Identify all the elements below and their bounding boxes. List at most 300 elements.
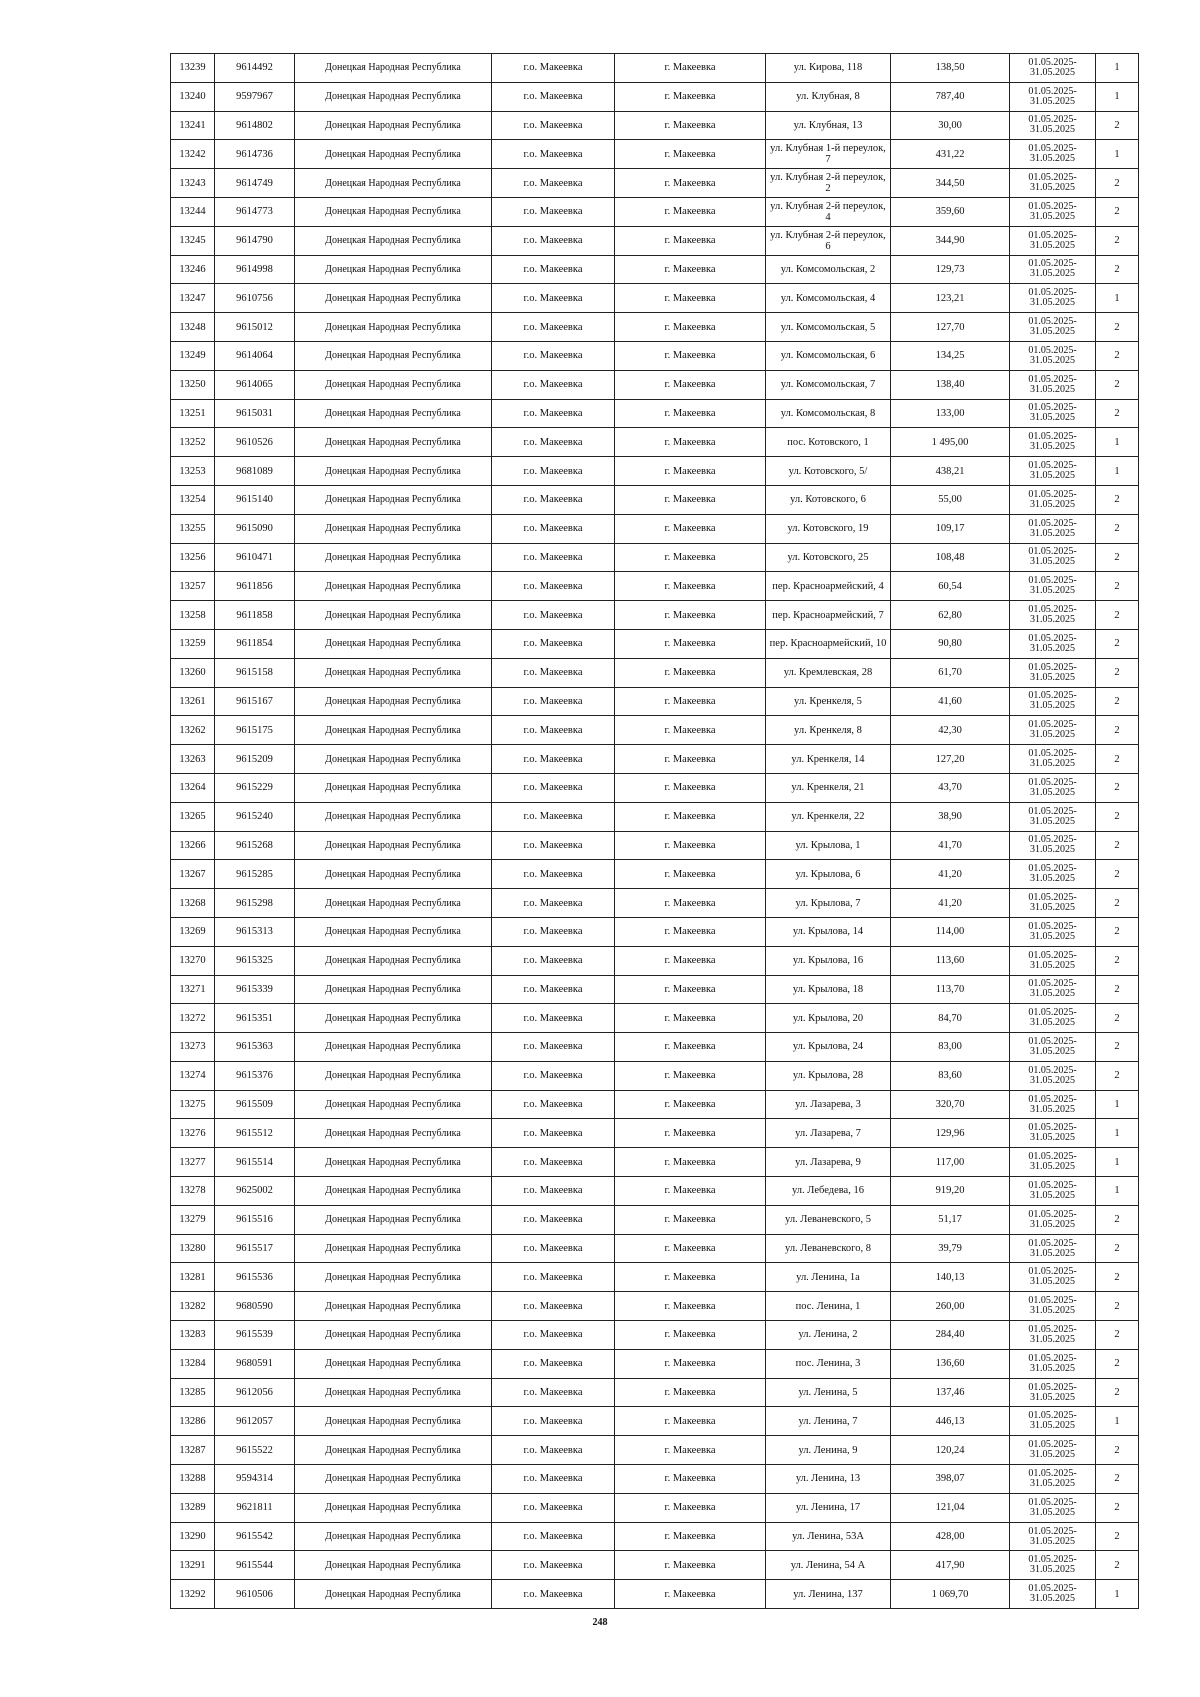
address-cell: ул. Клубная 2-й переулок, 6 bbox=[766, 226, 891, 255]
row-number-cell: 13270 bbox=[171, 946, 215, 975]
area-cell: 90,80 bbox=[891, 629, 1010, 658]
object-id-cell: 9615351 bbox=[215, 1004, 295, 1033]
table-row bbox=[171, 975, 1139, 1004]
city-cell: г. Макеевка bbox=[615, 111, 766, 140]
address-cell: ул. Крылова, 7 bbox=[766, 889, 891, 918]
category-cell: 1 bbox=[1096, 140, 1139, 169]
period-cell: 01.05.2025-31.05.2025 bbox=[1010, 169, 1096, 198]
region-cell: Донецкая Народная Республика bbox=[295, 54, 492, 83]
row-number-cell: 13256 bbox=[171, 543, 215, 572]
area-cell: 428,00 bbox=[891, 1522, 1010, 1551]
region-cell: Донецкая Народная Республика bbox=[295, 370, 492, 399]
period-cell: 01.05.2025-31.05.2025 bbox=[1010, 1205, 1096, 1234]
table-row bbox=[171, 601, 1139, 630]
area-cell: 83,00 bbox=[891, 1033, 1010, 1062]
city-cell: г. Макеевка bbox=[615, 860, 766, 889]
category-cell: 2 bbox=[1096, 773, 1139, 802]
address-cell: ул. Клубная 2-й переулок, 2 bbox=[766, 169, 891, 198]
object-id-cell: 9610471 bbox=[215, 543, 295, 572]
address-cell: ул. Кренкеля, 5 bbox=[766, 687, 891, 716]
row-number-cell: 13255 bbox=[171, 514, 215, 543]
category-cell: 2 bbox=[1096, 1205, 1139, 1234]
area-cell: 51,17 bbox=[891, 1205, 1010, 1234]
district-cell: г.о. Макеевка bbox=[492, 370, 615, 399]
area-cell: 39,79 bbox=[891, 1234, 1010, 1263]
table-row bbox=[171, 457, 1139, 486]
table-row bbox=[171, 197, 1139, 226]
district-cell: г.о. Макеевка bbox=[492, 1234, 615, 1263]
district-cell: г.о. Макеевка bbox=[492, 1292, 615, 1321]
period-cell: 01.05.2025-31.05.2025 bbox=[1010, 889, 1096, 918]
district-cell: г.о. Макеевка bbox=[492, 255, 615, 284]
city-cell: г. Макеевка bbox=[615, 457, 766, 486]
period-cell: 01.05.2025-31.05.2025 bbox=[1010, 860, 1096, 889]
city-cell: г. Макеевка bbox=[615, 514, 766, 543]
region-cell: Донецкая Народная Республика bbox=[295, 1205, 492, 1234]
table-row bbox=[171, 1205, 1139, 1234]
category-cell: 2 bbox=[1096, 1234, 1139, 1263]
city-cell: г. Макеевка bbox=[615, 1349, 766, 1378]
row-number-cell: 13278 bbox=[171, 1177, 215, 1206]
table-row bbox=[171, 1090, 1139, 1119]
address-cell: пер. Красноармейский, 7 bbox=[766, 601, 891, 630]
row-number-cell: 13269 bbox=[171, 917, 215, 946]
register-table bbox=[170, 53, 1139, 1609]
row-number-cell: 13284 bbox=[171, 1349, 215, 1378]
object-id-cell: 9615031 bbox=[215, 399, 295, 428]
category-cell: 2 bbox=[1096, 860, 1139, 889]
region-cell: Донецкая Народная Республика bbox=[295, 975, 492, 1004]
period-cell: 01.05.2025-31.05.2025 bbox=[1010, 1004, 1096, 1033]
district-cell: г.о. Макеевка bbox=[492, 313, 615, 342]
period-cell: 01.05.2025-31.05.2025 bbox=[1010, 1263, 1096, 1292]
table-row bbox=[171, 1580, 1139, 1609]
district-cell: г.о. Макеевка bbox=[492, 111, 615, 140]
district-cell: г.о. Макеевка bbox=[492, 1349, 615, 1378]
region-cell: Донецкая Народная Республика bbox=[295, 1349, 492, 1378]
area-cell: 127,70 bbox=[891, 313, 1010, 342]
object-id-cell: 9615158 bbox=[215, 658, 295, 687]
region-cell: Донецкая Народная Республика bbox=[295, 1119, 492, 1148]
row-number-cell: 13239 bbox=[171, 54, 215, 83]
table-row bbox=[171, 1522, 1139, 1551]
object-id-cell: 9614064 bbox=[215, 341, 295, 370]
region-cell: Донецкая Народная Республика bbox=[295, 658, 492, 687]
object-id-cell: 9612056 bbox=[215, 1378, 295, 1407]
period-cell: 01.05.2025-31.05.2025 bbox=[1010, 399, 1096, 428]
address-cell: ул. Крылова, 20 bbox=[766, 1004, 891, 1033]
table-row bbox=[171, 946, 1139, 975]
period-cell: 01.05.2025-31.05.2025 bbox=[1010, 802, 1096, 831]
object-id-cell: 9615298 bbox=[215, 889, 295, 918]
address-cell: пер. Красноармейский, 10 bbox=[766, 629, 891, 658]
city-cell: г. Макеевка bbox=[615, 658, 766, 687]
object-id-cell: 9614773 bbox=[215, 197, 295, 226]
object-id-cell: 9611856 bbox=[215, 572, 295, 601]
area-cell: 344,90 bbox=[891, 226, 1010, 255]
period-cell: 01.05.2025-31.05.2025 bbox=[1010, 917, 1096, 946]
region-cell: Донецкая Народная Республика bbox=[295, 572, 492, 601]
category-cell: 2 bbox=[1096, 629, 1139, 658]
region-cell: Донецкая Народная Республика bbox=[295, 1234, 492, 1263]
city-cell: г. Макеевка bbox=[615, 1465, 766, 1494]
row-number-cell: 13292 bbox=[171, 1580, 215, 1609]
category-cell: 2 bbox=[1096, 975, 1139, 1004]
city-cell: г. Макеевка bbox=[615, 1493, 766, 1522]
object-id-cell: 9680591 bbox=[215, 1349, 295, 1378]
table-row bbox=[171, 1407, 1139, 1436]
period-cell: 01.05.2025-31.05.2025 bbox=[1010, 1580, 1096, 1609]
object-id-cell: 9614736 bbox=[215, 140, 295, 169]
period-cell: 01.05.2025-31.05.2025 bbox=[1010, 82, 1096, 111]
row-number-cell: 13289 bbox=[171, 1493, 215, 1522]
region-cell: Донецкая Народная Республика bbox=[295, 1321, 492, 1350]
object-id-cell: 9615363 bbox=[215, 1033, 295, 1062]
category-cell: 1 bbox=[1096, 1177, 1139, 1206]
period-cell: 01.05.2025-31.05.2025 bbox=[1010, 1436, 1096, 1465]
region-cell: Донецкая Народная Республика bbox=[295, 399, 492, 428]
row-number-cell: 13241 bbox=[171, 111, 215, 140]
city-cell: г. Макеевка bbox=[615, 1148, 766, 1177]
table-row bbox=[171, 1177, 1139, 1206]
city-cell: г. Макеевка bbox=[615, 1551, 766, 1580]
category-cell: 2 bbox=[1096, 601, 1139, 630]
period-cell: 01.05.2025-31.05.2025 bbox=[1010, 658, 1096, 687]
address-cell: пос. Ленина, 3 bbox=[766, 1349, 891, 1378]
period-cell: 01.05.2025-31.05.2025 bbox=[1010, 54, 1096, 83]
region-cell: Донецкая Народная Республика bbox=[295, 428, 492, 457]
district-cell: г.о. Макеевка bbox=[492, 773, 615, 802]
table-row bbox=[171, 1349, 1139, 1378]
address-cell: ул. Комсомольская, 2 bbox=[766, 255, 891, 284]
region-cell: Донецкая Народная Республика bbox=[295, 1177, 492, 1206]
region-cell: Донецкая Народная Республика bbox=[295, 1493, 492, 1522]
period-cell: 01.05.2025-31.05.2025 bbox=[1010, 1033, 1096, 1062]
object-id-cell: 9615339 bbox=[215, 975, 295, 1004]
row-number-cell: 13253 bbox=[171, 457, 215, 486]
table-row bbox=[171, 745, 1139, 774]
area-cell: 41,20 bbox=[891, 860, 1010, 889]
district-cell: г.о. Макеевка bbox=[492, 1551, 615, 1580]
address-cell: ул. Котовского, 5/ bbox=[766, 457, 891, 486]
area-cell: 398,07 bbox=[891, 1465, 1010, 1494]
address-cell: ул. Кренкеля, 14 bbox=[766, 745, 891, 774]
address-cell: ул. Клубная, 8 bbox=[766, 82, 891, 111]
period-cell: 01.05.2025-31.05.2025 bbox=[1010, 745, 1096, 774]
city-cell: г. Макеевка bbox=[615, 1119, 766, 1148]
area-cell: 120,24 bbox=[891, 1436, 1010, 1465]
table-row bbox=[171, 860, 1139, 889]
address-cell: ул. Крылова, 1 bbox=[766, 831, 891, 860]
category-cell: 1 bbox=[1096, 1407, 1139, 1436]
category-cell: 2 bbox=[1096, 1321, 1139, 1350]
city-cell: г. Макеевка bbox=[615, 1033, 766, 1062]
city-cell: г. Макеевка bbox=[615, 1580, 766, 1609]
address-cell: ул. Леваневского, 5 bbox=[766, 1205, 891, 1234]
address-cell: ул. Ленина, 5 bbox=[766, 1378, 891, 1407]
city-cell: г. Макеевка bbox=[615, 1378, 766, 1407]
region-cell: Донецкая Народная Республика bbox=[295, 745, 492, 774]
row-number-cell: 13276 bbox=[171, 1119, 215, 1148]
district-cell: г.о. Макеевка bbox=[492, 1436, 615, 1465]
category-cell: 2 bbox=[1096, 111, 1139, 140]
region-cell: Донецкая Народная Республика bbox=[295, 917, 492, 946]
district-cell: г.о. Макеевка bbox=[492, 1321, 615, 1350]
category-cell: 1 bbox=[1096, 1580, 1139, 1609]
area-cell: 121,04 bbox=[891, 1493, 1010, 1522]
table-row bbox=[171, 140, 1139, 169]
district-cell: г.о. Макеевка bbox=[492, 1522, 615, 1551]
area-cell: 55,00 bbox=[891, 485, 1010, 514]
address-cell: ул. Кренкеля, 21 bbox=[766, 773, 891, 802]
category-cell: 2 bbox=[1096, 370, 1139, 399]
district-cell: г.о. Макеевка bbox=[492, 831, 615, 860]
row-number-cell: 13281 bbox=[171, 1263, 215, 1292]
district-cell: г.о. Макеевка bbox=[492, 1061, 615, 1090]
region-cell: Донецкая Народная Республика bbox=[295, 1465, 492, 1494]
period-cell: 01.05.2025-31.05.2025 bbox=[1010, 1119, 1096, 1148]
object-id-cell: 9615209 bbox=[215, 745, 295, 774]
object-id-cell: 9614790 bbox=[215, 226, 295, 255]
table-row bbox=[171, 54, 1139, 83]
area-cell: 136,60 bbox=[891, 1349, 1010, 1378]
object-id-cell: 9681089 bbox=[215, 457, 295, 486]
period-cell: 01.05.2025-31.05.2025 bbox=[1010, 226, 1096, 255]
district-cell: г.о. Макеевка bbox=[492, 889, 615, 918]
period-cell: 01.05.2025-31.05.2025 bbox=[1010, 601, 1096, 630]
region-cell: Донецкая Народная Республика bbox=[295, 543, 492, 572]
object-id-cell: 9615090 bbox=[215, 514, 295, 543]
object-id-cell: 9615175 bbox=[215, 716, 295, 745]
period-cell: 01.05.2025-31.05.2025 bbox=[1010, 1378, 1096, 1407]
row-number-cell: 13244 bbox=[171, 197, 215, 226]
table-row bbox=[171, 1378, 1139, 1407]
city-cell: г. Макеевка bbox=[615, 1407, 766, 1436]
city-cell: г. Макеевка bbox=[615, 802, 766, 831]
district-cell: г.о. Макеевка bbox=[492, 341, 615, 370]
object-id-cell: 9610506 bbox=[215, 1580, 295, 1609]
region-cell: Донецкая Народная Республика bbox=[295, 1551, 492, 1580]
district-cell: г.о. Макеевка bbox=[492, 169, 615, 198]
period-cell: 01.05.2025-31.05.2025 bbox=[1010, 1292, 1096, 1321]
period-cell: 01.05.2025-31.05.2025 bbox=[1010, 1522, 1096, 1551]
category-cell: 1 bbox=[1096, 428, 1139, 457]
row-number-cell: 13267 bbox=[171, 860, 215, 889]
category-cell: 2 bbox=[1096, 889, 1139, 918]
region-cell: Донецкая Народная Республика bbox=[295, 1061, 492, 1090]
category-cell: 2 bbox=[1096, 1551, 1139, 1580]
category-cell: 2 bbox=[1096, 1061, 1139, 1090]
object-id-cell: 9611854 bbox=[215, 629, 295, 658]
row-number-cell: 13247 bbox=[171, 284, 215, 313]
table-body bbox=[171, 54, 1139, 1609]
row-number-cell: 13274 bbox=[171, 1061, 215, 1090]
area-cell: 320,70 bbox=[891, 1090, 1010, 1119]
row-number-cell: 13271 bbox=[171, 975, 215, 1004]
period-cell: 01.05.2025-31.05.2025 bbox=[1010, 197, 1096, 226]
object-id-cell: 9614802 bbox=[215, 111, 295, 140]
row-number-cell: 13272 bbox=[171, 1004, 215, 1033]
city-cell: г. Макеевка bbox=[615, 745, 766, 774]
period-cell: 01.05.2025-31.05.2025 bbox=[1010, 370, 1096, 399]
table-row bbox=[171, 1148, 1139, 1177]
table-row bbox=[171, 831, 1139, 860]
region-cell: Донецкая Народная Республика bbox=[295, 1148, 492, 1177]
district-cell: г.о. Макеевка bbox=[492, 629, 615, 658]
region-cell: Донецкая Народная Республика bbox=[295, 1580, 492, 1609]
city-cell: г. Макеевка bbox=[615, 255, 766, 284]
object-id-cell: 9615512 bbox=[215, 1119, 295, 1148]
address-cell: ул. Ленина, 13 bbox=[766, 1465, 891, 1494]
city-cell: г. Макеевка bbox=[615, 946, 766, 975]
city-cell: г. Макеевка bbox=[615, 1522, 766, 1551]
district-cell: г.о. Макеевка bbox=[492, 1465, 615, 1494]
row-number-cell: 13240 bbox=[171, 82, 215, 111]
object-id-cell: 9680590 bbox=[215, 1292, 295, 1321]
object-id-cell: 9610526 bbox=[215, 428, 295, 457]
area-cell: 114,00 bbox=[891, 917, 1010, 946]
category-cell: 2 bbox=[1096, 255, 1139, 284]
category-cell: 2 bbox=[1096, 485, 1139, 514]
row-number-cell: 13286 bbox=[171, 1407, 215, 1436]
category-cell: 2 bbox=[1096, 399, 1139, 428]
period-cell: 01.05.2025-31.05.2025 bbox=[1010, 313, 1096, 342]
period-cell: 01.05.2025-31.05.2025 bbox=[1010, 716, 1096, 745]
table-row bbox=[171, 1465, 1139, 1494]
city-cell: г. Макеевка bbox=[615, 917, 766, 946]
district-cell: г.о. Макеевка bbox=[492, 1119, 615, 1148]
category-cell: 1 bbox=[1096, 284, 1139, 313]
region-cell: Донецкая Народная Республика bbox=[295, 1004, 492, 1033]
row-number-cell: 13245 bbox=[171, 226, 215, 255]
table-row bbox=[171, 629, 1139, 658]
row-number-cell: 13260 bbox=[171, 658, 215, 687]
city-cell: г. Макеевка bbox=[615, 1061, 766, 1090]
object-id-cell: 9615012 bbox=[215, 313, 295, 342]
region-cell: Донецкая Народная Республика bbox=[295, 1090, 492, 1119]
table-row bbox=[171, 341, 1139, 370]
table-row bbox=[171, 716, 1139, 745]
region-cell: Донецкая Народная Республика bbox=[295, 629, 492, 658]
object-id-cell: 9615536 bbox=[215, 1263, 295, 1292]
region-cell: Донецкая Народная Республика bbox=[295, 485, 492, 514]
region-cell: Донецкая Народная Республика bbox=[295, 601, 492, 630]
category-cell: 1 bbox=[1096, 82, 1139, 111]
address-cell: ул. Комсомольская, 4 bbox=[766, 284, 891, 313]
table-row bbox=[171, 485, 1139, 514]
table-row bbox=[171, 284, 1139, 313]
table-row bbox=[171, 917, 1139, 946]
category-cell: 2 bbox=[1096, 745, 1139, 774]
table-row bbox=[171, 1436, 1139, 1465]
row-number-cell: 13243 bbox=[171, 169, 215, 198]
period-cell: 01.05.2025-31.05.2025 bbox=[1010, 1349, 1096, 1378]
address-cell: пер. Красноармейский, 4 bbox=[766, 572, 891, 601]
district-cell: г.о. Макеевка bbox=[492, 543, 615, 572]
region-cell: Донецкая Народная Республика bbox=[295, 1263, 492, 1292]
object-id-cell: 9615522 bbox=[215, 1436, 295, 1465]
district-cell: г.о. Макеевка bbox=[492, 1004, 615, 1033]
period-cell: 01.05.2025-31.05.2025 bbox=[1010, 457, 1096, 486]
period-cell: 01.05.2025-31.05.2025 bbox=[1010, 1148, 1096, 1177]
address-cell: ул. Клубная, 13 bbox=[766, 111, 891, 140]
period-cell: 01.05.2025-31.05.2025 bbox=[1010, 1465, 1096, 1494]
period-cell: 01.05.2025-31.05.2025 bbox=[1010, 1551, 1096, 1580]
table-row bbox=[171, 773, 1139, 802]
district-cell: г.о. Макеевка bbox=[492, 485, 615, 514]
city-cell: г. Макеевка bbox=[615, 975, 766, 1004]
area-cell: 344,50 bbox=[891, 169, 1010, 198]
district-cell: г.о. Макеевка bbox=[492, 1407, 615, 1436]
row-number-cell: 13291 bbox=[171, 1551, 215, 1580]
category-cell: 2 bbox=[1096, 514, 1139, 543]
table-row bbox=[171, 1033, 1139, 1062]
city-cell: г. Макеевка bbox=[615, 716, 766, 745]
object-id-cell: 9611858 bbox=[215, 601, 295, 630]
object-id-cell: 9594314 bbox=[215, 1465, 295, 1494]
address-cell: ул. Кренкеля, 22 bbox=[766, 802, 891, 831]
district-cell: г.о. Макеевка bbox=[492, 1263, 615, 1292]
area-cell: 109,17 bbox=[891, 514, 1010, 543]
area-cell: 138,40 bbox=[891, 370, 1010, 399]
address-cell: ул. Ленина, 54 А bbox=[766, 1551, 891, 1580]
address-cell: ул. Леваневского, 8 bbox=[766, 1234, 891, 1263]
region-cell: Донецкая Народная Республика bbox=[295, 514, 492, 543]
period-cell: 01.05.2025-31.05.2025 bbox=[1010, 831, 1096, 860]
region-cell: Донецкая Народная Республика bbox=[295, 197, 492, 226]
table-row bbox=[171, 889, 1139, 918]
city-cell: г. Макеевка bbox=[615, 226, 766, 255]
region-cell: Донецкая Народная Республика bbox=[295, 140, 492, 169]
category-cell: 2 bbox=[1096, 1378, 1139, 1407]
row-number-cell: 13275 bbox=[171, 1090, 215, 1119]
city-cell: г. Макеевка bbox=[615, 773, 766, 802]
table-row bbox=[171, 370, 1139, 399]
row-number-cell: 13251 bbox=[171, 399, 215, 428]
period-cell: 01.05.2025-31.05.2025 bbox=[1010, 543, 1096, 572]
region-cell: Донецкая Народная Республика bbox=[295, 831, 492, 860]
region-cell: Донецкая Народная Республика bbox=[295, 341, 492, 370]
object-id-cell: 9615514 bbox=[215, 1148, 295, 1177]
row-number-cell: 13250 bbox=[171, 370, 215, 399]
category-cell: 2 bbox=[1096, 543, 1139, 572]
category-cell: 2 bbox=[1096, 1465, 1139, 1494]
period-cell: 01.05.2025-31.05.2025 bbox=[1010, 428, 1096, 457]
district-cell: г.о. Макеевка bbox=[492, 716, 615, 745]
row-number-cell: 13287 bbox=[171, 1436, 215, 1465]
area-cell: 38,90 bbox=[891, 802, 1010, 831]
row-number-cell: 13246 bbox=[171, 255, 215, 284]
category-cell: 2 bbox=[1096, 226, 1139, 255]
address-cell: ул. Ленина, 53А bbox=[766, 1522, 891, 1551]
period-cell: 01.05.2025-31.05.2025 bbox=[1010, 1321, 1096, 1350]
object-id-cell: 9615140 bbox=[215, 485, 295, 514]
object-id-cell: 9621811 bbox=[215, 1493, 295, 1522]
address-cell: ул. Комсомольская, 6 bbox=[766, 341, 891, 370]
object-id-cell: 9614065 bbox=[215, 370, 295, 399]
city-cell: г. Макеевка bbox=[615, 687, 766, 716]
city-cell: г. Макеевка bbox=[615, 1292, 766, 1321]
city-cell: г. Макеевка bbox=[615, 1263, 766, 1292]
address-cell: ул. Котовского, 19 bbox=[766, 514, 891, 543]
object-id-cell: 9615542 bbox=[215, 1522, 295, 1551]
region-cell: Донецкая Народная Республика bbox=[295, 1436, 492, 1465]
region-cell: Донецкая Народная Республика bbox=[295, 773, 492, 802]
area-cell: 43,70 bbox=[891, 773, 1010, 802]
city-cell: г. Макеевка bbox=[615, 601, 766, 630]
address-cell: ул. Ленина, 7 bbox=[766, 1407, 891, 1436]
area-cell: 41,70 bbox=[891, 831, 1010, 860]
